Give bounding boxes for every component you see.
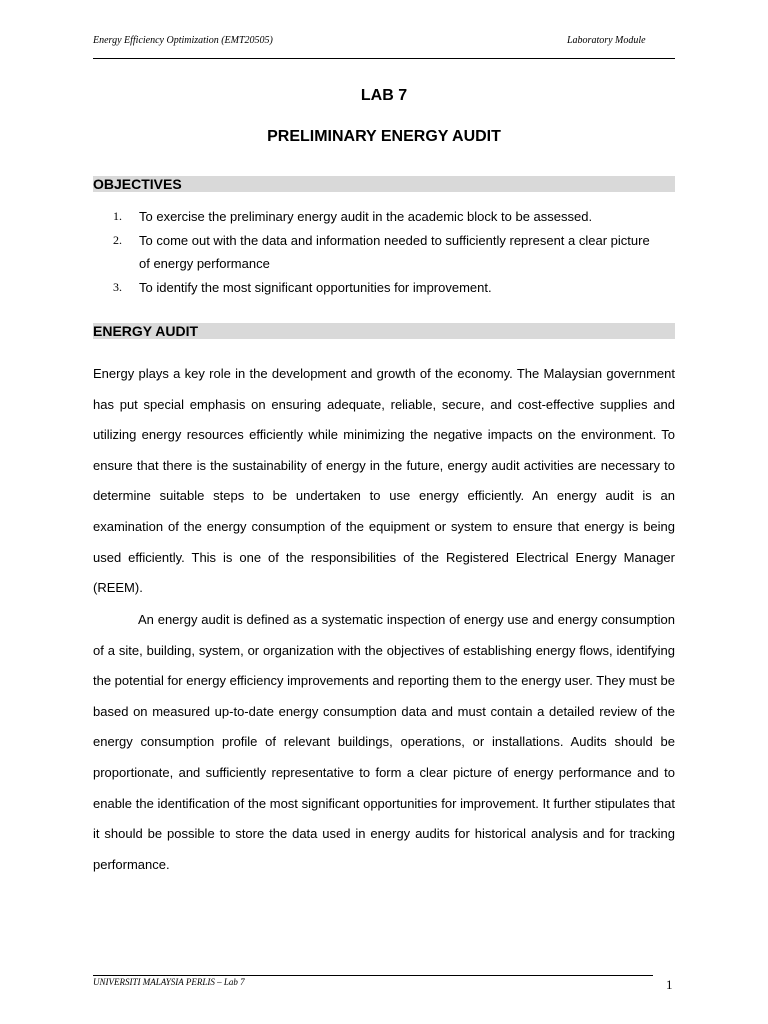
objectives-list xyxy=(113,205,675,299)
list-item xyxy=(113,229,675,276)
list-item-text: To identify the most significant opportunities for improvement. xyxy=(139,279,492,295)
list-item-number: 1. xyxy=(113,209,122,223)
list-item xyxy=(113,205,675,229)
list-item-text: To come out with the data and information needed to sufficiently represent a clear picture of energy performance xyxy=(139,232,650,271)
running-footer: UNIVERSITI MALAYSIA PERLIS – Lab 7 xyxy=(93,977,245,987)
running-header-module: Laboratory Module xyxy=(567,35,646,46)
list-item-text: To exercise the preliminary energy audit in the academic block to be assessed. xyxy=(139,209,593,224)
list-item xyxy=(113,276,675,300)
document-title: PRELIMINARY ENERGY AUDIT xyxy=(267,128,501,145)
body-paragraph: Energy plays a key role in the development and growth of the economy. The Malaysian government has put special emphasis on ensuring adequate, reliable, secure, and cost-effective supplies and utilizing energy resources efficiently while minimizing the negative impacts on the environment. To ensure that there is the sustainability of energy in the future, energy audit activities are necessary to determine suitable steps to be undertaken to use energy efficiently. An energy audit is an examination of the energy consumption of the equipment or system to ensure that energy is being used efficiently. This is one of the responsibilities of the Registered Electrical Energy Manager (REEM). xyxy=(93,366,675,596)
header-divider xyxy=(93,58,675,59)
lab-title: LAB 7 xyxy=(360,87,408,104)
objectives-heading: OBJECTIVES xyxy=(93,176,675,192)
list-item-number: 3. xyxy=(113,279,122,294)
energy-audit-heading: ENERGY AUDIT xyxy=(93,323,675,339)
list-item-number: 2. xyxy=(113,232,122,247)
footer-divider xyxy=(93,975,653,976)
page-number: 1 xyxy=(666,977,673,992)
running-header-course: Energy Efficiency Optimization (EMT20505) xyxy=(93,35,273,46)
body-paragraph: An energy audit is defined as a systematic inspection of energy use and energy consumption of a site, building, system, or organization with the objectives of establishing energy flows, identifying the potential for energy efficiency improvements and reporting them to the energy user. They must be based on measured up-to-date energy consumption data and must contain a detailed review of the energy consumption profile of relevant buildings, operations, or installations. Audits should be proportionate, and sufficiently representative to form a clear picture of energy performance and to enable the identification of the most significant opportunities for improvement. It further stipulates that it should be possible to store the data used in energy audits for historical analysis and for tracking performance. xyxy=(93,612,675,872)
